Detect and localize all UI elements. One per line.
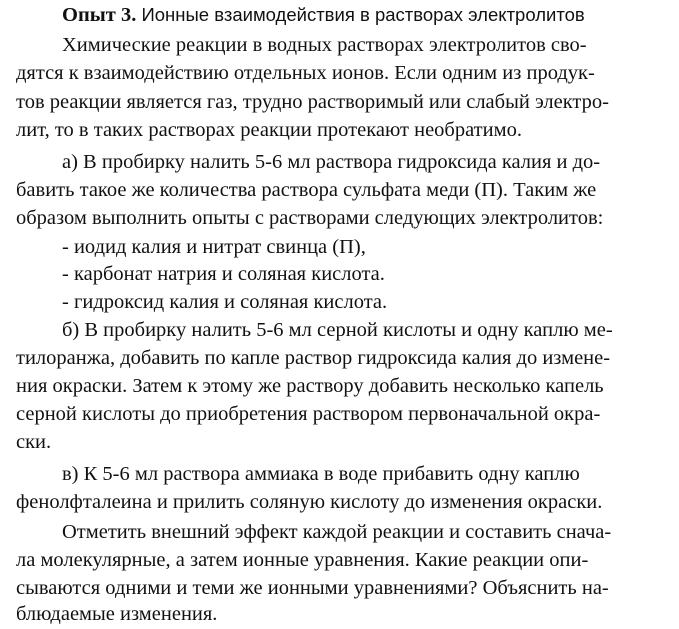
paragraph-line: бавить такое же количества раствора сульфата меди (П). Таким же (16, 179, 597, 201)
paragraph-line: ния окраски. Затем к этому же раствору добавить несколько капель (16, 375, 604, 397)
paragraph-line: тилоранжа, добавить по капле раствор гидроксида калия до измене- (16, 347, 611, 369)
paragraph-line: б) В пробирку налить 5-6 мл серной кислоты и одну каплю ме- (62, 319, 613, 341)
paragraph-line: образом выполнить опыты с растворами следующих электролитов: (16, 207, 604, 229)
paragraph-line: Химические реакции в водных растворах электролитов сво- (62, 34, 587, 56)
paragraph-line: дятся к взаимодействию отдельных ионов. Если одним из продук- (16, 62, 595, 84)
paragraph-line: серной кислоты до приобретения раствором первоначальной окра- (16, 403, 601, 425)
experiment-label: Опыт 3. (62, 4, 137, 26)
paragraph-line: фенолфталеина и прилить соляную кислоту до изменения окраски. (16, 491, 603, 513)
paragraph-line: лит, то в таких растворах реакции протекают необратимо. (16, 119, 522, 141)
paragraph-line: в) К 5-6 мл раствора аммиака в воде прибавить одну каплю (62, 463, 580, 485)
paragraph-line: блюдаемые изменения. (16, 603, 218, 625)
paragraph-line: Отметить внешний эффект каждой реакции и составить снача- (62, 521, 612, 543)
paragraph-line: тов реакции является газ, трудно растворимый или слабый электро- (16, 91, 609, 113)
list-item: - гидроксид калия и соляная кислота. (62, 291, 388, 313)
paragraph-line: а) В пробирку налить 5-6 мл раствора гидроксида калия и до- (62, 151, 601, 173)
paragraph-line: ски. (16, 431, 52, 453)
list-item: - карбонат натрия и соляная кислота. (62, 263, 385, 285)
list-item: - иодид калия и нитрат свинца (П), (62, 236, 366, 258)
experiment-title: Ионные взаимодействия в растворах электролитов (141, 4, 585, 25)
experiment-heading (62, 4, 585, 30)
paragraph-line: ла молекулярные, а затем ионные уравнения. Какие реакции опи- (16, 549, 589, 571)
paragraph-line: сываются одними и теми же ионными уравнениями? Объяснить на- (16, 577, 609, 599)
